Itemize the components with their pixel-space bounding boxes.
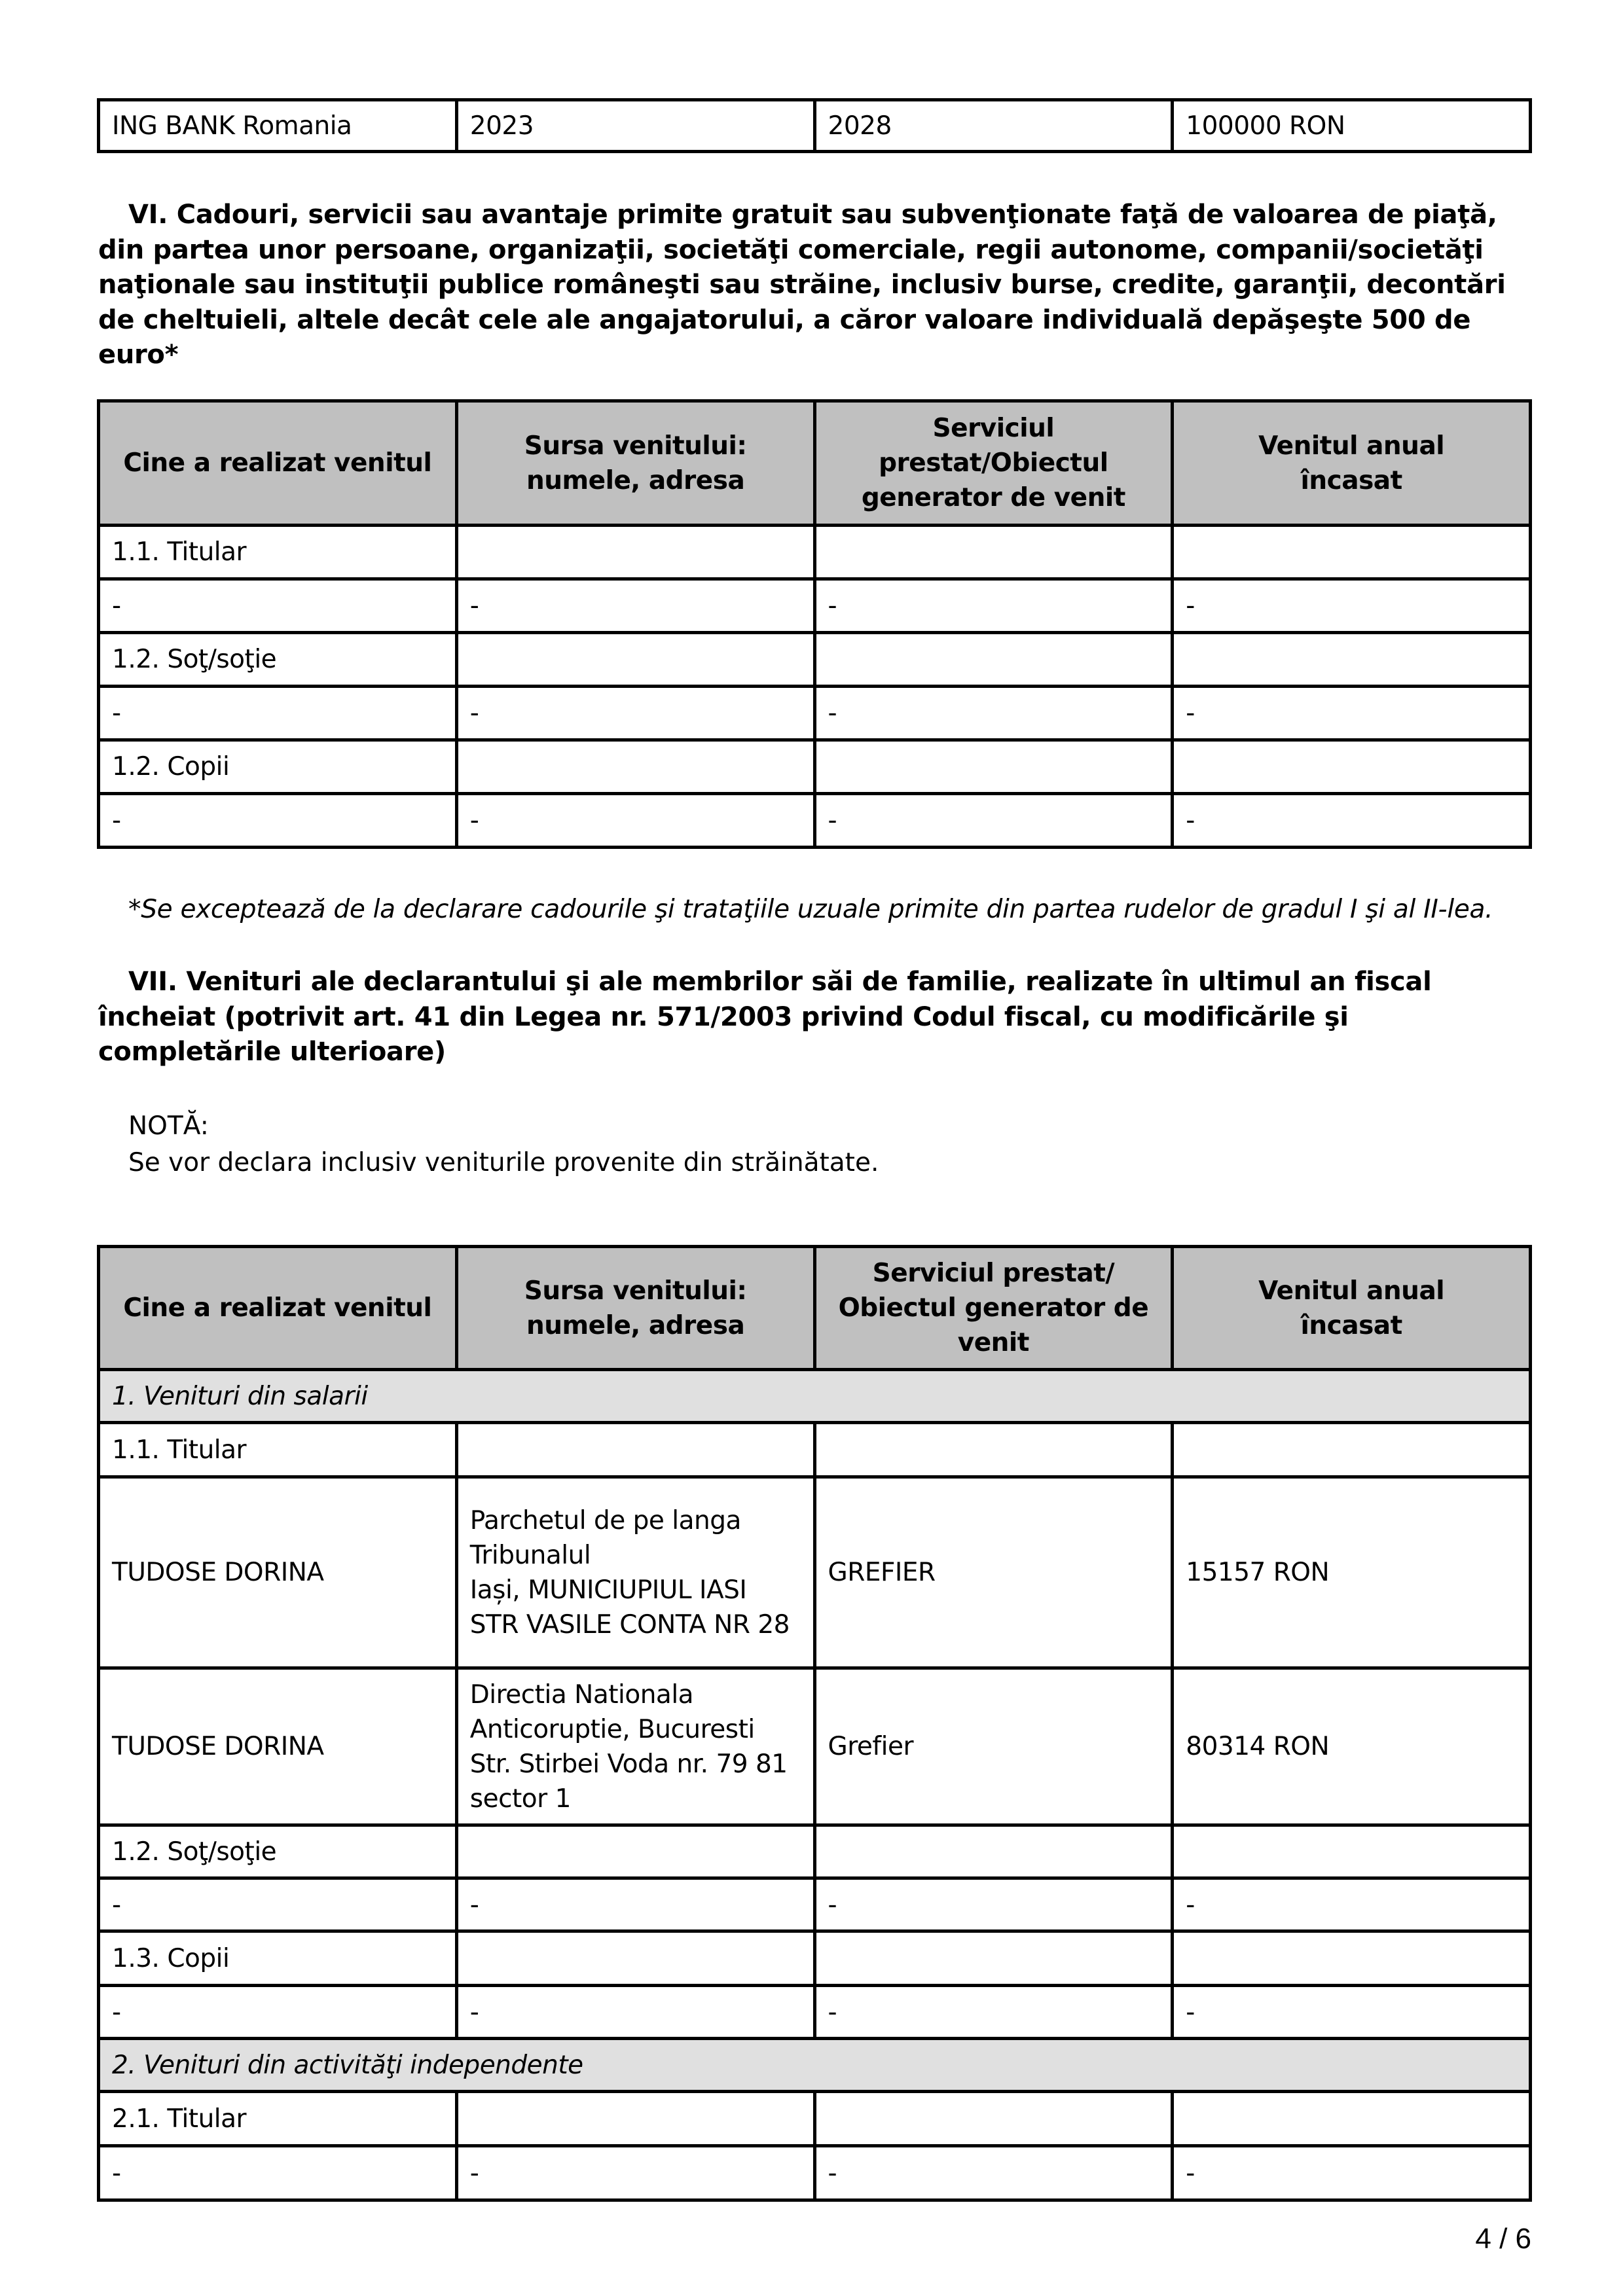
income-source-cell: Directia Nationala Anticoruptie, Bucuresti Str. Stirbei Voda nr. 79 81 sector 1	[456, 1668, 814, 1825]
table-cell	[814, 526, 1173, 579]
table-cell	[456, 1423, 814, 1477]
table-row	[99, 633, 1531, 687]
column-header: Cine a realizat venitul	[99, 401, 457, 526]
year-contracted-cell: 2023	[456, 100, 814, 152]
table-cell: -	[1173, 1986, 1531, 2039]
table-row	[99, 2146, 1531, 2200]
table-cell: -	[1173, 687, 1531, 740]
table-cell: -	[814, 794, 1173, 848]
table-row	[99, 1825, 1531, 1878]
amount-cell: 100000 RON	[1173, 100, 1531, 152]
table-cell: -	[814, 687, 1173, 740]
gifts-table	[97, 399, 1532, 849]
column-header: Cine a realizat venitul	[99, 1247, 457, 1370]
table-cell: 1.3. Copii	[99, 1931, 457, 1986]
table-cell: -	[99, 579, 457, 633]
column-header: Venitul anual încasat	[1173, 1247, 1531, 1370]
table-row	[99, 1423, 1531, 1477]
service-cell: Grefier	[814, 1668, 1173, 1825]
table-cell: 1.2. Soţ/soţie	[99, 633, 457, 687]
table-cell: -	[814, 579, 1173, 633]
table-cell	[814, 740, 1173, 794]
table-cell: -	[456, 794, 814, 848]
column-header: Sursa venitului: numele, adresa	[456, 1247, 814, 1370]
page-number: 4 / 6	[1475, 2223, 1531, 2255]
table-row	[99, 2092, 1531, 2146]
table-cell: -	[99, 1878, 457, 1931]
table-cell	[456, 740, 814, 794]
table-cell	[1173, 2092, 1531, 2146]
column-header: Sursa venitului: numele, adresa	[456, 401, 814, 526]
annual-income-cell: 15157 RON	[1173, 1477, 1531, 1668]
table-cell: -	[1173, 794, 1531, 848]
table-row	[99, 1878, 1531, 1931]
table-cell: -	[814, 2146, 1173, 2200]
table-cell: 2.1. Titular	[99, 2092, 457, 2146]
table-cell: -	[99, 687, 457, 740]
table-cell	[456, 2092, 814, 2146]
column-header: Serviciul prestat/ Obiectul generator de venit	[814, 1247, 1173, 1370]
table-cell: -	[99, 2146, 457, 2200]
table-row	[99, 794, 1531, 848]
table-row	[99, 1668, 1531, 1825]
table-cell: -	[814, 1878, 1173, 1931]
table-cell	[1173, 526, 1531, 579]
table-header-row	[99, 401, 1531, 526]
table-cell: -	[456, 2146, 814, 2200]
annual-income-cell: 80314 RON	[1173, 1668, 1531, 1825]
table-header-row	[99, 1247, 1531, 1370]
income-earner-cell: TUDOSE DORINA	[99, 1477, 457, 1668]
column-header: Serviciul prestat/Obiectul generator de venit	[814, 401, 1173, 526]
table-row	[99, 687, 1531, 740]
table-cell	[456, 526, 814, 579]
table-cell: 1.1. Titular	[99, 1423, 457, 1477]
section-vi-heading	[98, 198, 1532, 373]
table-cell	[1173, 1423, 1531, 1477]
section-label: 2. Venituri din activităţi independente	[99, 2039, 1531, 2092]
income-earner-cell: TUDOSE DORINA	[99, 1668, 457, 1825]
table-cell: -	[456, 579, 814, 633]
table-cell: -	[1173, 2146, 1531, 2200]
due-date-cell: 2028	[814, 100, 1173, 152]
section-row-salaries	[99, 1370, 1531, 1423]
column-header: Venitul anual încasat	[1173, 401, 1531, 526]
table-cell	[456, 633, 814, 687]
table-cell: -	[1173, 1878, 1531, 1931]
table-cell	[1173, 1825, 1531, 1878]
table-cell: -	[456, 1986, 814, 2039]
table-cell	[456, 1825, 814, 1878]
note-text: Se vor declara inclusiv veniturile provenite din străinătate.	[128, 1148, 879, 1177]
section-label: 1. Venituri din salarii	[99, 1370, 1531, 1423]
income-source-cell: Parchetul de pe langa Tribunalul Iași, MUNICIUPIUL IASI STR VASILE CONTA NR 28	[456, 1477, 814, 1668]
table-row	[99, 100, 1531, 152]
section-vi-title: VI. Cadouri, servicii sau avantaje primite gratuit sau subvenţionate faţă de valoarea de piaţă, din partea unor persoane, organizaţii, societăţi comerciale, regii autonome, companii/societăţi naţionale sau instituţii publice româneşti sau străine, inclusiv burse, credite, garanţii, decontări de cheltuieli, altele decât cele ale angajatorului, a căror valoare individuală depăşeşte 500 de euro*	[98, 200, 1506, 370]
table-row	[99, 1986, 1531, 2039]
table-row	[99, 579, 1531, 633]
table-cell: -	[99, 794, 457, 848]
table-cell: -	[814, 1986, 1173, 2039]
table-cell	[814, 2092, 1173, 2146]
creditor-cell: ING BANK Romania	[99, 100, 457, 152]
table-row	[99, 1931, 1531, 1986]
table-row	[99, 740, 1531, 794]
table-cell	[1173, 1931, 1531, 1986]
table-cell	[1173, 633, 1531, 687]
table-cell: -	[456, 1878, 814, 1931]
table-cell	[814, 633, 1173, 687]
section-vii-heading	[98, 965, 1532, 1070]
table-cell	[456, 1931, 814, 1986]
table-cell: 1.2. Copii	[99, 740, 457, 794]
table-cell	[1173, 740, 1531, 794]
note-label: NOTĂ:	[128, 1111, 209, 1141]
table-cell: 1.2. Soţ/soţie	[99, 1825, 457, 1878]
table-cell: 1.1. Titular	[99, 526, 457, 579]
table-row	[99, 526, 1531, 579]
table-cell	[814, 1931, 1173, 1986]
section-vii-title: VII. Venituri ale declarantului şi ale membrilor săi de familie, realizate în ultimul an fiscal încheiat (potrivit art. 41 din Legea nr. 571/2003 privind Codul fiscal, cu modificările şi completările ulterioare)	[98, 967, 1432, 1067]
table-cell: -	[99, 1986, 457, 2039]
table-cell	[814, 1423, 1173, 1477]
debts-table-continuation	[97, 98, 1532, 153]
table-cell: -	[456, 687, 814, 740]
table-cell: -	[1173, 579, 1531, 633]
table-cell	[814, 1825, 1173, 1878]
gifts-footnote: *Se exceptează de la declarare cadourile şi trataţiile uzuale primite din partea rudelor de gradul I şi al II-lea.	[128, 895, 1493, 924]
table-row	[99, 1477, 1531, 1668]
service-cell: GREFIER	[814, 1477, 1173, 1668]
income-table	[97, 1245, 1532, 2202]
section-row-independent	[99, 2039, 1531, 2092]
